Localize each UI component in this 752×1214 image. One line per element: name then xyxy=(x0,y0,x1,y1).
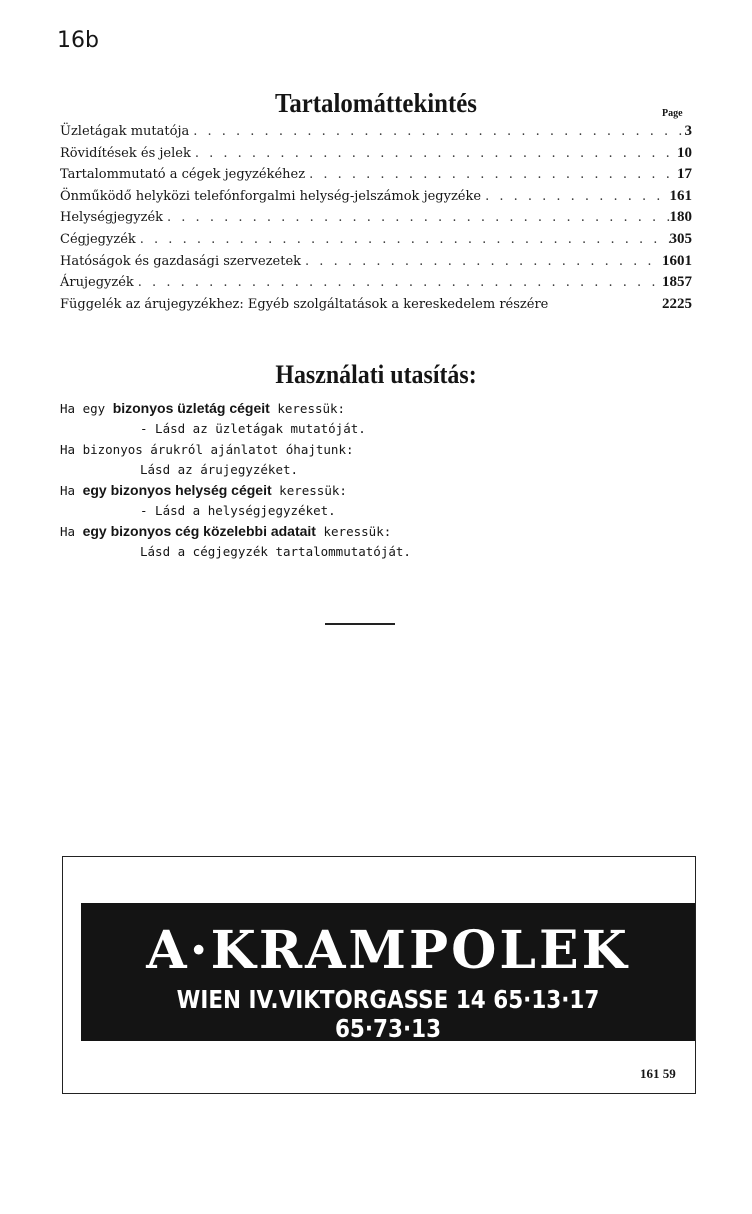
instruction-text: - Lásd az üzletágak mutatóját. xyxy=(140,420,366,436)
toc-entry-label: Cégjegyzék xyxy=(60,231,136,247)
instruction-line xyxy=(60,523,700,544)
instruction-line xyxy=(60,503,700,524)
instruction-line xyxy=(60,441,700,462)
toc-leader xyxy=(481,189,669,204)
toc-entry-label: Függelék az árujegyzékhez: Egyéb szolgáltatások a kereskedelem részére xyxy=(60,296,549,312)
toc-entry-page: 161 xyxy=(669,187,692,204)
toc-leader xyxy=(163,210,669,225)
page-column-header: Page xyxy=(662,108,683,119)
toc-entry xyxy=(60,231,692,253)
instruction-pre: Ha xyxy=(60,483,83,498)
instruction-text: Lásd az árujegyzéket. xyxy=(140,461,299,477)
toc-entry xyxy=(60,145,692,167)
usage-title: Használati utasítás: xyxy=(275,360,477,389)
instruction-post: keressük: xyxy=(269,401,346,416)
toc-title: Tartalomáttekintés xyxy=(275,88,477,118)
toc-entry xyxy=(60,253,692,275)
instruction-post: keressük: xyxy=(271,483,347,498)
toc-leader xyxy=(136,232,670,247)
toc-entry-page: 1857 xyxy=(662,274,692,291)
instruction-bold: egy bizonyos helység cégeit xyxy=(82,482,272,498)
toc-entry-label: Rövidítések és jelek xyxy=(60,145,191,161)
toc-entry xyxy=(60,274,692,296)
toc-entry xyxy=(60,123,692,145)
advertiser-address: WIEN IV.VIKTORGASSE 14 65·13·17 65·73·13 xyxy=(176,985,600,1043)
toc-leader xyxy=(191,146,677,161)
toc-entry-label: Árujegyzék xyxy=(60,275,134,291)
instruction-text: Lásd a cégjegyzék tartalommutatóját. xyxy=(140,543,411,559)
instruction-text: - Lásd a helységjegyzéket. xyxy=(140,502,336,518)
instruction-line xyxy=(60,421,700,442)
toc-entry-label: Helységjegyzék xyxy=(60,210,164,226)
toc-entry-page: 1601 xyxy=(662,252,692,269)
toc-entry-page: 10 xyxy=(677,144,692,161)
usage-instructions xyxy=(60,400,700,564)
toc-entry-page: 180 xyxy=(669,209,692,226)
toc-leader xyxy=(134,275,662,290)
instruction-post: keressük: xyxy=(315,524,392,539)
table-of-contents xyxy=(60,123,692,317)
page-number: 16b xyxy=(57,28,99,53)
instruction-bold: bizonyos üzletág cégeit xyxy=(112,400,270,416)
instruction-line xyxy=(60,400,700,421)
toc-entry-page: 17 xyxy=(677,166,692,183)
instruction-pre: Ha egy xyxy=(60,401,113,416)
toc-entry-label: Üzletágak mutatója xyxy=(60,124,190,139)
toc-entry-label: Tartalommutató a cégek jegyzékéhez xyxy=(60,167,306,183)
instruction-line xyxy=(60,482,700,503)
instruction-line xyxy=(60,544,700,565)
toc-entry xyxy=(60,188,692,210)
toc-leader xyxy=(301,254,662,269)
toc-entry xyxy=(60,209,692,231)
toc-entry-page: 2225 xyxy=(662,295,692,312)
instruction-bold: egy bizonyos cég közelebbi adatait xyxy=(82,523,316,539)
instruction-pre: Ha bizonyos árukról ajánlatot óhajtunk: xyxy=(60,442,354,457)
toc-entry-page: 3 xyxy=(684,123,692,139)
toc-leader xyxy=(305,167,677,182)
toc-entry-label: Önműködő helyközi telefónforgalmi helység-jelszámok jegyzéke xyxy=(60,188,482,204)
toc-entry xyxy=(60,166,692,188)
instruction-pre: Ha xyxy=(60,524,83,539)
advertiser-name: A·KRAMPOLEK xyxy=(146,920,630,981)
toc-entry-label: Hatóságok és gazdasági szervezetek xyxy=(60,253,302,269)
divider xyxy=(325,623,395,625)
toc-leader xyxy=(189,124,684,139)
toc-entry xyxy=(60,296,692,318)
printer-signature: 161 59 xyxy=(640,1066,676,1081)
toc-entry-page: 305 xyxy=(669,230,692,247)
instruction-line xyxy=(60,462,700,483)
